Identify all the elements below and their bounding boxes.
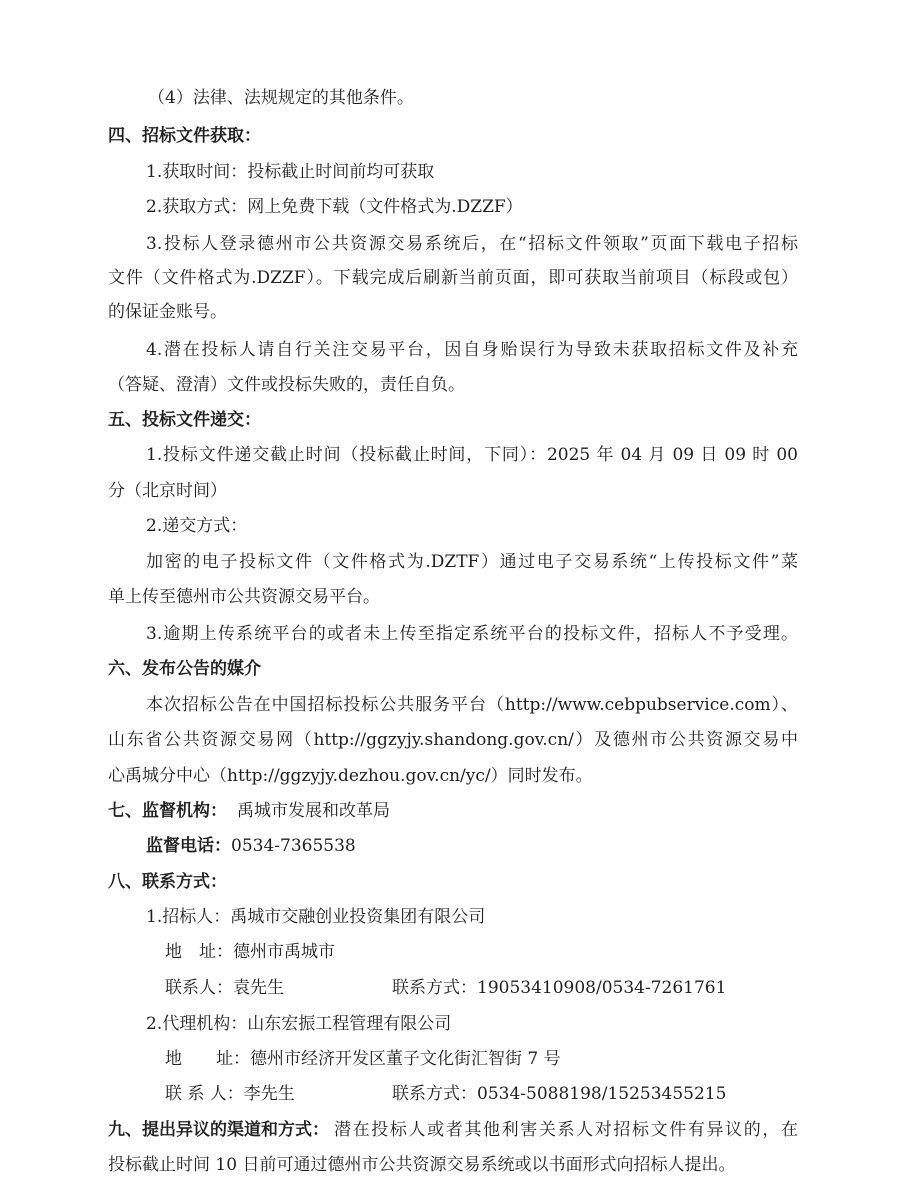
paragraph-line: 本次招标公告在中国招标投标公共服务平台（http://www.cebpubservice.com）、 bbox=[146, 695, 798, 715]
text-line: 单上传至德州市公共资源交易平台。 bbox=[108, 587, 380, 607]
text-line: 2.获取方式：网上免费下载（文件格式为.DZZF） bbox=[146, 197, 523, 217]
paragraph-line: 加密的电子投标文件（文件格式为.DZTF）通过电子交易系统“上传投标文件”菜 bbox=[146, 552, 798, 572]
agency-phone: 联系方式：0534-5088198/15253455215 bbox=[392, 1084, 727, 1104]
paragraph-line: 3.逾期上传系统平台的或者未上传至指定系统平台的投标文件，招标人不予受理。 bbox=[146, 624, 798, 644]
paragraph-line: 山东省公共资源交易网（http://ggzyjy.shandong.gov.cn/）及德州市公共资源交易中 bbox=[108, 730, 798, 750]
tenderer-line: 1.招标人：禹城市交融创业投资集团有限公司 bbox=[146, 907, 486, 927]
paragraph-line: 潜在投标人或者其他利害关系人对招标文件有异议的，在 bbox=[334, 1120, 798, 1140]
supervision-phone-line bbox=[146, 834, 904, 858]
paragraph-line: 3.投标人登录德州市公共资源交易系统后，在“招标文件领取”页面下载电子招标 bbox=[146, 234, 798, 254]
section-6-heading: 六、发布公告的媒介 bbox=[108, 659, 261, 679]
text-line: 2.递交方式： bbox=[146, 516, 248, 536]
paragraph-line: 文件（文件格式为.DZZF）。下载完成后刷新当前页面，即可获取当前项目（标段或包） bbox=[108, 268, 798, 288]
section-9-heading: 九、提出异议的渠道和方式： bbox=[108, 1120, 329, 1140]
agency-line: 2.代理机构：山东宏振工程管理有限公司 bbox=[146, 1014, 452, 1034]
section-4-heading: 四、招标文件获取： bbox=[108, 126, 261, 146]
tenderer-address: 地 址：德州市禹城市 bbox=[165, 942, 335, 962]
paragraph-line: 1.投标文件递交截止时间（投标截止时间，下同）：2025 年 04 月 09 日 09 时 00 bbox=[146, 445, 798, 465]
tenderer-phone: 联系方式：19053410908/0534-7261761 bbox=[392, 978, 727, 998]
section-7-heading: 七、监督机构： bbox=[108, 801, 227, 821]
text-line: 1.获取时间：投标截止时间前均可获取 bbox=[146, 162, 435, 182]
agency-address: 地 址：德州市经济开发区董子文化街汇智街 7 号 bbox=[165, 1049, 561, 1069]
tenderer-contact: 联系人：袁先生 bbox=[165, 978, 284, 998]
text-line: 分（北京时间） bbox=[108, 481, 227, 501]
section-5-heading: 五、投标文件递交： bbox=[108, 410, 261, 430]
supervision-phone-label: 监督电话： bbox=[146, 836, 231, 856]
text-line: 投标截止时间 10 日前可通过德州市公共资源交易系统或以书面形式向招标人提出。 bbox=[108, 1155, 736, 1175]
paragraph-line: 4.潜在投标人请自行关注交易平台，因自身贻误行为导致未获取招标文件及补充 bbox=[146, 340, 798, 360]
condition-4-line: （4）法律、法规规定的其他条件。 bbox=[148, 88, 414, 108]
section-8-heading: 八、联系方式： bbox=[108, 872, 227, 892]
supervision-phone-value: 0534-7365538 bbox=[231, 836, 356, 856]
text-line: （答疑、澄清）文件或投标失败的，责任自负。 bbox=[108, 375, 465, 395]
supervision-agency: 禹城市发展和改革局 bbox=[237, 801, 390, 821]
agency-contact: 联 系 人：李先生 bbox=[165, 1084, 295, 1104]
text-line: 心禹城分中心（http://ggzyjy.dezhou.gov.cn/yc/）同时发布。 bbox=[108, 766, 593, 786]
text-line: 的保证金账号。 bbox=[108, 302, 227, 322]
